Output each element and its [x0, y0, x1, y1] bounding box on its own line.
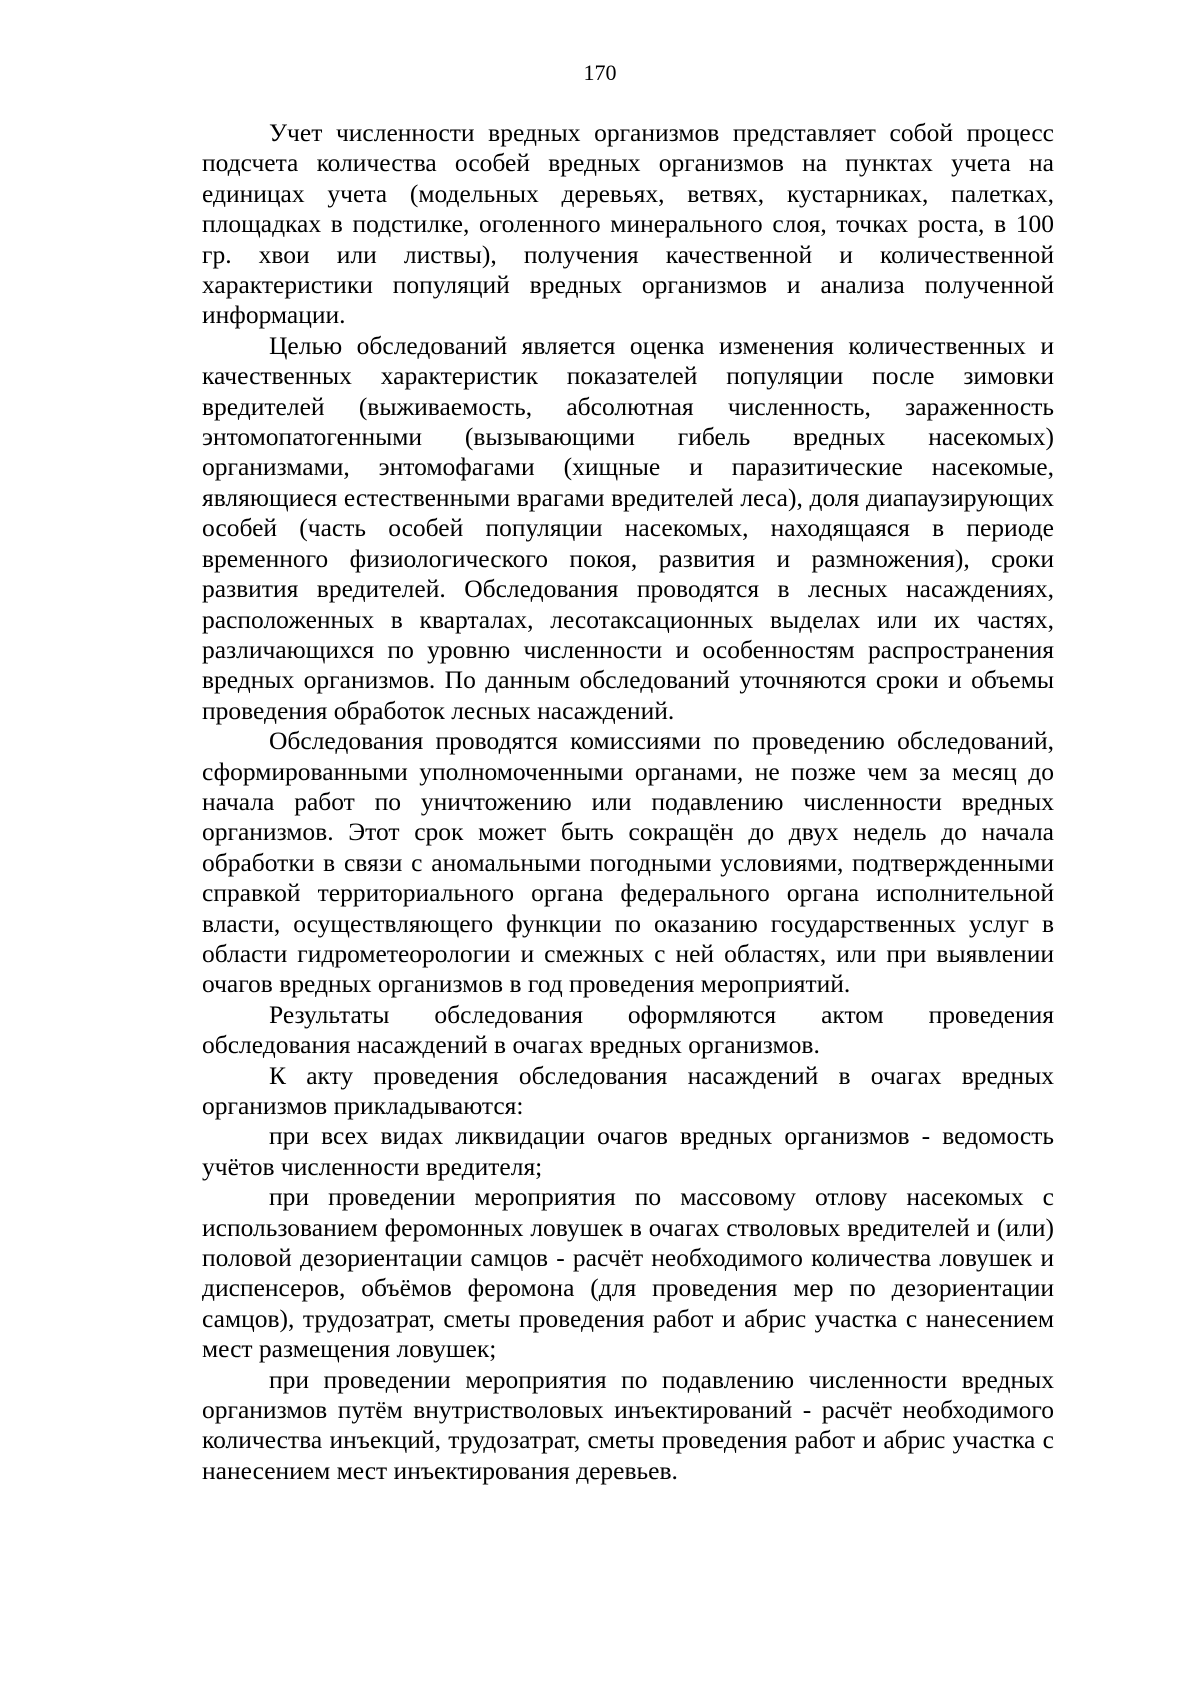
paragraph-survey-commissions: Обследования проводятся комиссиями по проведению обследований, сформированными уполномоченными органами, не позже чем за месяц до начала работ по уничтожению или подавлению численности вредных организмов. Этот срок может быть сокращён до двух недель до начала обработки в связи с аномальными погодными условиями, подтвержденными справкой территориального органа федерального органа исполнительной власти, осуществляющего функции по оказанию государственных услуг в области гидрометеорологии и смежных с ней областях, или при выявлении очагов вредных организмов в год проведения мероприятий. — [202, 726, 1054, 999]
page-number: 170 — [583, 60, 617, 85]
paragraph-survey-results: Результаты обследования оформляются актом проведения обследования насаждений в очагах вредных организмов. — [202, 999, 1054, 1060]
body-text — [202, 118, 1054, 1486]
paragraph-attachment-pheromone-traps: при проведении мероприятия по массовому отлову насекомых с использованием феромонных ловушек в очагах стволовых вредителей и (или) половой дезориентации самцов - расчёт необходимого количества ловушек и диспенсеров, объёмов феромона (для проведения мер по дезориентации самцов), трудозатрат, сметы проведения работ и абрис участка с нанесением мест размещения ловушек; — [202, 1182, 1054, 1364]
paragraph-attachment-all-types: при всех видах ликвидации очагов вредных организмов - ведомость учётов численности вредителя; — [202, 1121, 1054, 1181]
paragraph-attachments-intro: К акту проведения обследования насаждений в очагах вредных организмов прикладываются: — [202, 1060, 1054, 1120]
paragraph-attachment-injections: при проведении мероприятия по подавлению численности вредных организмов путём внутристволовых инъектирований - расчёт необходимого количества инъекций, трудозатрат, сметы проведения работ и абрис участка с нанесением мест инъектирования деревьев. — [202, 1364, 1054, 1485]
paragraph-accounting-definition: Учет численности вредных организмов представляет собой процесс подсчета количества особей вредных организмов на пунктах учета на единицах учета (модельных деревьях, ветвях, кустарниках, палетках, площадках в подстилке, оголенного минерального слоя, точках роста, в 100 гр. хвои или листвы), получения качественной и количественной характеристики популяций вредных организмов и анализа полученной информации. — [202, 118, 1054, 330]
paragraph-survey-purpose: Целью обследований является оценка изменения количественных и качественных характеристик показателей популяции после зимовки вредителей (выживаемость, абсолютная численность, зараженность энтомопатогенными (вызывающими гибель вредных насекомых) организмами, энтомофагами (хищные и паразитические насекомые, являющиеся естественными врагами вредителей леса), доля диапаузирующих особей (часть особей популяции насекомых, находящаяся в периоде временного физиологического покоя, развития и размножения), сроки развития вредителей. Обследования проводятся в лесных насаждениях, расположенных в кварталах, лесотаксационных выделах или их частях, различающихся по уровню численности и особенностям распространения вредных организмов. По данным обследований уточняются сроки и объемы проведения обработок лесных насаждений. — [202, 330, 1054, 725]
